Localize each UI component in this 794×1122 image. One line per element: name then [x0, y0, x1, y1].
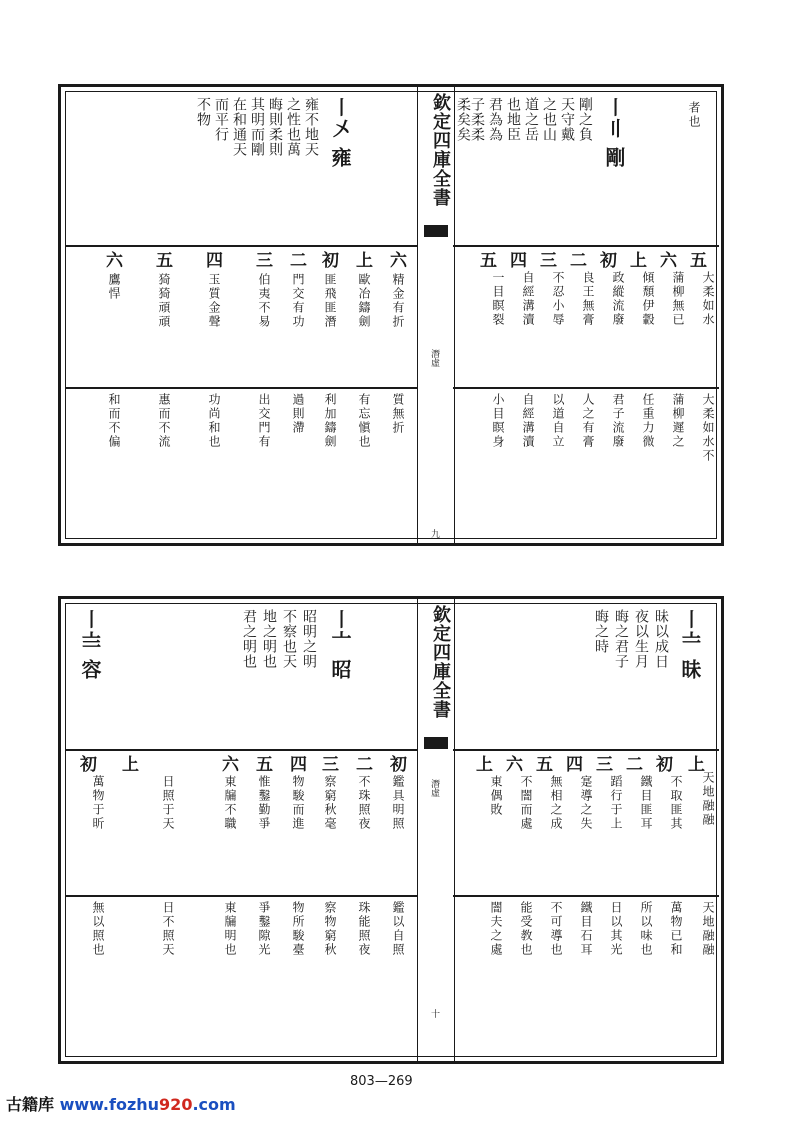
bottom-left-yao-text-3: 察窮秋毫 — [323, 775, 337, 831]
top-left-heading-text-5: 在和通天 — [231, 97, 247, 157]
top-right-yao-2: 六 — [656, 251, 676, 269]
top-right-yao-text-7: 自經溝瀆 — [521, 271, 535, 327]
top-right-yao-6: 三 — [536, 251, 556, 269]
top-left-heading-text-6: 而平行 — [213, 97, 229, 142]
bottom-right-yao-2: 初 — [652, 755, 672, 773]
bottom-left-heading-text-3: 地之明也 — [261, 609, 277, 669]
page-number: 803—269 — [350, 1074, 413, 1089]
top-left-heading-text-4: 其明而剛 — [249, 97, 265, 157]
top-left-comm-8: 和而不偏 — [107, 393, 121, 449]
bottom-right-comm-7: 能受教也 — [519, 901, 533, 957]
bottom-right-yao-5: 四 — [562, 755, 582, 773]
bottom-left-comm-7: 日不照天 — [161, 901, 175, 957]
bottom-left-comm-6: 東牖明也 — [223, 901, 237, 957]
bottom-left-yao-text-2: 不珠照夜 — [357, 775, 371, 831]
top-spine-title: 欽定四庫全書 — [430, 93, 451, 207]
bottom-right-yao-text-8: 東偶敗 — [489, 775, 503, 817]
bottom-right-comm-4: 日以其光 — [609, 901, 623, 957]
top-left-heading-text-3: 晦則柔則 — [267, 97, 283, 157]
bottom-left-comm-5: 爭鑿隙光 — [257, 901, 271, 957]
bottom-spine-page: 十 — [429, 1009, 439, 1018]
bottom-right-yao-4: 三 — [592, 755, 612, 773]
top-left-heading: 〡〤 雍 — [328, 97, 352, 168]
top-left-comm-3: 利加鑄劍 — [323, 393, 337, 449]
bottom-left-yao-6: 六 — [218, 755, 238, 773]
top-right-yao-7: 四 — [506, 251, 526, 269]
top-right-heading-text-4: 道之岳 — [523, 97, 539, 142]
bottom-right-yao-text-7: 不闇而處 — [519, 775, 533, 831]
bottom-right-comm-3: 所以味也 — [639, 901, 653, 957]
bottom-right-yao-text-6: 無相之成 — [549, 775, 563, 831]
top-right-comm-5: 人之有膏 — [581, 393, 595, 449]
top-right-yao-4: 初 — [596, 251, 616, 269]
top-right-yao-text-6: 不忍小辱 — [551, 271, 565, 327]
watermark-domain-c[interactable]: .com — [192, 1095, 236, 1114]
top-left-comm-5: 出交門有 — [257, 393, 271, 449]
top-left-heading-text-2: 之性也萬 — [285, 97, 301, 157]
bottom-fish-tail — [424, 737, 448, 749]
top-left-comm-7: 惠而不流 — [157, 393, 171, 449]
bottom-right-yao-text-1: 天地融融 — [701, 771, 715, 827]
top-fish-tail — [424, 225, 448, 237]
top-spine-page: 九 — [429, 529, 439, 538]
bottom-left-yao-3: 三 — [318, 755, 338, 773]
top-right-heading-text-5: 也地臣 — [505, 97, 521, 142]
top-left-comm-6: 功尚和也 — [207, 393, 221, 449]
bottom-left-comm-8: 無以照也 — [91, 901, 105, 957]
bottom-right-heading: 〡〧 昧 — [678, 609, 702, 680]
top-left-yao-7: 五 — [152, 251, 172, 269]
bottom-left-yao-text-4: 物駿而進 — [291, 775, 305, 831]
bottom-right-heading-text-1: 昧以成日 — [653, 609, 669, 669]
bottom-right-comm-2: 萬物已和 — [669, 901, 683, 957]
bottom-right-yao-8: 上 — [472, 755, 492, 773]
top-left-yao-3: 初 — [318, 251, 338, 269]
top-left-yao-5: 三 — [252, 251, 272, 269]
bottom-right-yao-6: 五 — [532, 755, 552, 773]
bottom-left-yao-text-5: 惟鑿勤爭 — [257, 775, 271, 831]
top-left-yao-1: 六 — [386, 251, 406, 269]
top-left-heading-text-7: 不物 — [195, 97, 211, 127]
bottom-right-divider-2 — [453, 895, 719, 897]
bottom-left-comm-3: 察物窮秋 — [323, 901, 337, 957]
bottom-right-yao-text-4: 蹈行于上 — [609, 775, 623, 831]
bottom-right-comm-6: 不可導也 — [549, 901, 563, 957]
top-spine — [417, 87, 455, 543]
bottom-right-yao-text-2: 不取匪其 — [669, 775, 683, 831]
bottom-left-yao-text-8: 萬物于昕 — [91, 775, 105, 831]
top-right-heading-text-1: 剛之負 — [577, 97, 593, 142]
top-right-yao-1: 五 — [686, 251, 706, 269]
top-right-yao-3: 上 — [626, 251, 646, 269]
top-left-heading-text-1: 雍不地天 — [303, 97, 319, 157]
top-right-yao-text-5: 良王無膏 — [581, 271, 595, 327]
top-right-comm-8: 小目瞑身 — [491, 393, 505, 449]
top-right-yao-5: 二 — [566, 251, 586, 269]
top-right-heading-text-3: 之也山 — [541, 97, 557, 142]
bottom-right-comm-1: 天地融融 — [701, 901, 715, 957]
bottom-right-yao-7: 六 — [502, 755, 522, 773]
top-left-yao-text-6: 玉質金聲 — [207, 273, 221, 329]
bottom-right-heading-text-3: 晦之君子 — [613, 609, 629, 669]
top-right-yao-text-8: 一目瞑裂 — [491, 271, 505, 327]
bottom-left-yao-text-1: 鑑具明照 — [391, 775, 405, 831]
bottom-left-heading-text-4: 君之明也 — [241, 609, 257, 669]
bottom-spine-section: 潛虛 — [429, 779, 439, 797]
top-right-heading-text-6: 君為為 — [487, 97, 503, 142]
watermark-cn: 古籍库 — [6, 1095, 55, 1114]
bottom-left-yao-text-6: 東牖不職 — [223, 775, 237, 831]
top-left-yao-4: 二 — [286, 251, 306, 269]
bottom-left-comm-2: 珠能照夜 — [357, 901, 371, 957]
top-right-yao-text-1: 大柔如水 — [701, 271, 715, 327]
top-left-yao-8: 六 — [102, 251, 122, 269]
bottom-left-yao-5: 五 — [252, 755, 272, 773]
bottom-left-yao-1: 初 — [386, 755, 406, 773]
top-right-heading-text-8: 柔矣矣 — [455, 97, 471, 142]
watermark — [6, 1092, 236, 1115]
top-left-yao-text-3: 匪飛匪潛 — [323, 273, 337, 329]
bottom-right-yao-text-3: 鐵目匪耳 — [639, 775, 653, 831]
top-left-yao-text-1: 精金有折 — [391, 273, 405, 329]
bottom-right-heading-text-2: 夜以生月 — [633, 609, 649, 669]
top-right-comm-4: 君子流廢 — [611, 393, 625, 449]
bottom-left-yao-8: 初 — [76, 755, 96, 773]
top-left-yao-2: 上 — [352, 251, 372, 269]
bottom-spine — [417, 599, 455, 1061]
watermark-domain-a[interactable]: www.fozhu — [59, 1095, 160, 1114]
top-right-heading: 〡〢 剛 — [602, 97, 626, 168]
bottom-right-yao-1: 上 — [684, 755, 704, 773]
bottom-left-divider-2 — [65, 895, 417, 897]
top-right-comm-6: 以道自立 — [551, 393, 565, 449]
top-spread — [58, 84, 724, 546]
bottom-left-heading-text-1: 昭明之明 — [301, 609, 317, 669]
bottom-right-comm-8: 闇夫之處 — [489, 901, 503, 957]
bottom-spread — [58, 596, 724, 1064]
top-left-yao-text-8: 鷹悍 — [107, 273, 121, 301]
bottom-left-comm-4: 物所駿臺 — [291, 901, 305, 957]
top-left-comm-2: 有忘愼也 — [357, 393, 371, 449]
top-left-yao-6: 四 — [202, 251, 222, 269]
bottom-right-divider-1 — [453, 749, 719, 751]
bottom-right-comm-5: 鐵目石耳 — [579, 901, 593, 957]
top-left-yao-text-2: 歐冶鑄劍 — [357, 273, 371, 329]
top-right-comm-3: 任重力微 — [641, 393, 655, 449]
bottom-left-heading-text-2: 不察也天 — [281, 609, 297, 669]
top-right-comm-1: 大柔如水不 — [701, 393, 715, 463]
top-right-header-note: 者也 — [687, 101, 701, 129]
top-right-comm-2: 蒲柳遲之 — [671, 393, 685, 449]
top-right-heading-text-2: 天守戴 — [559, 97, 575, 142]
bottom-right-heading-text-4: 晦之時 — [593, 609, 609, 654]
bottom-left-yao-2: 二 — [352, 755, 372, 773]
top-left-comm-1: 質無折 — [391, 393, 405, 435]
top-left-yao-text-4: 門交有功 — [291, 273, 305, 329]
top-right-yao-text-3: 傾頹伊轂 — [641, 271, 655, 327]
bottom-left-heading: 〡〨 容 — [78, 609, 102, 680]
top-spine-section: 潛虛 — [429, 349, 439, 367]
bottom-left-comm-1: 鑑以自照 — [391, 901, 405, 957]
bottom-left-heading-2: 〡〦 昭 — [328, 609, 352, 680]
top-right-yao-8: 五 — [476, 251, 496, 269]
bottom-left-divider-1 — [65, 749, 417, 751]
bottom-left-yao-4: 四 — [286, 755, 306, 773]
bottom-right-yao-3: 二 — [622, 755, 642, 773]
top-right-yao-text-2: 蒲柳無已 — [671, 271, 685, 327]
top-right-divider-1 — [453, 245, 719, 247]
top-right-comm-7: 自經溝瀆 — [521, 393, 535, 449]
top-right-divider-2 — [453, 387, 719, 389]
top-left-divider-1 — [65, 245, 417, 247]
watermark-domain-b[interactable]: 920 — [159, 1095, 193, 1114]
top-left-yao-text-7: 猗猗頑頑 — [157, 273, 171, 329]
top-left-divider-2 — [65, 387, 417, 389]
bottom-left-yao-text-7: 日照于天 — [161, 775, 175, 831]
top-right-yao-text-4: 政縱流廢 — [611, 271, 625, 327]
top-left-yao-text-5: 伯夷不易 — [257, 273, 271, 329]
top-left-comm-4: 過則滯 — [291, 393, 305, 435]
bottom-right-yao-text-5: 寔導之失 — [579, 775, 593, 831]
top-right-heading-text-7: 子柔柔 — [469, 97, 485, 142]
bottom-spine-title: 欽定四庫全書 — [430, 605, 451, 719]
bottom-left-yao-7: 上 — [118, 755, 138, 773]
